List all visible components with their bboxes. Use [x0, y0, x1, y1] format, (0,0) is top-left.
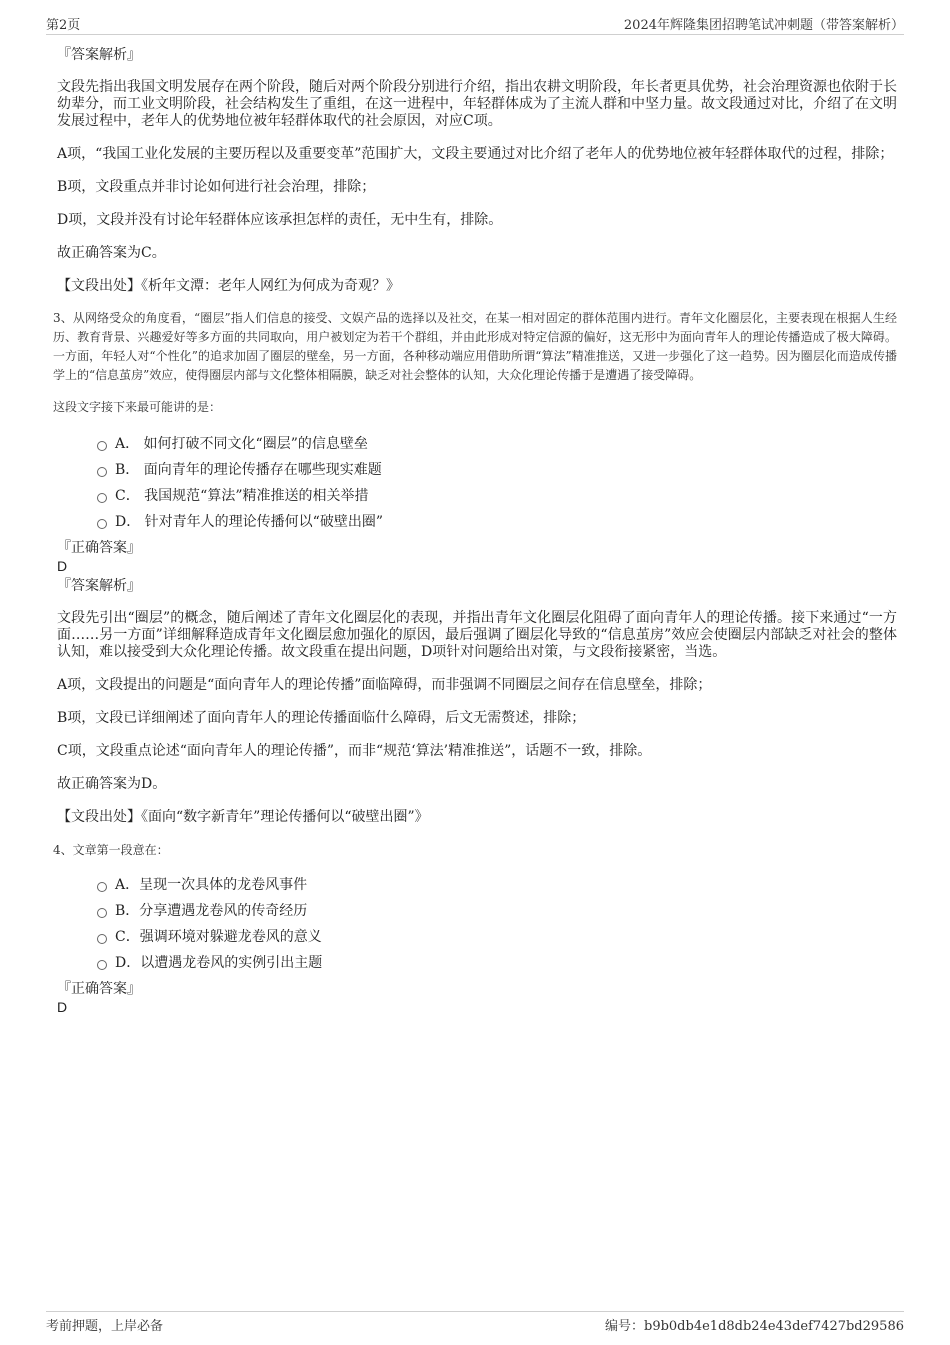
radio-icon[interactable] [97, 467, 107, 477]
radio-icon[interactable] [97, 441, 107, 451]
q3-option-a-analysis: A项，文段提出的问题是“面向青年人的理论传播”面临障碍，而非强调不同圈层之间存在信息壁垒，排除； [57, 677, 712, 693]
q4-answer-label: 『正确答案』 [57, 981, 141, 997]
q3-option-a[interactable] [57, 433, 897, 459]
footer-slogan: 考前押题，上岸必备 [46, 1319, 164, 1334]
radio-icon[interactable] [97, 960, 107, 970]
q2-analysis-text: 文段先指出我国文明发展存在两个阶段，随后对两个阶段分别进行介绍，指出农耕文明阶段，年长者更具优势，社会治理资源也依附于长幼辈分，而工业文明阶段，社会结构发生了重组，在这一进程中，年轻群体成为了主流人群和中坚力量。故文段通过对比，介绍了在文明发展过程中，老年人的优势地位被年轻群体取代的社会原因，对应C项。 [57, 79, 897, 129]
q4-option-d[interactable] [57, 952, 897, 978]
q3-option-d[interactable] [57, 511, 897, 537]
q3-answer: D [57, 558, 68, 574]
q4-option-a[interactable] [57, 874, 897, 900]
q2-analysis-label: 『答案解析』 [57, 47, 141, 63]
q3-option-b-analysis: B项，文段已详细阐述了面向青年人的理论传播面临什么障碍，后文无需赘述，排除； [57, 710, 586, 726]
radio-icon[interactable] [97, 882, 107, 892]
q4-stem: 4、文章第一段意在： [53, 843, 169, 857]
q4-option-d-label: D．以遭遇龙卷风的实例引出主题 [115, 955, 323, 971]
q4-option-b[interactable] [57, 900, 897, 926]
q2-conclusion: 故正确答案为C。 [57, 245, 166, 261]
page-number: 第2页 [46, 18, 81, 33]
q4-answer: D [57, 999, 68, 1015]
q3-answer-label: 『正确答案』 [57, 540, 141, 556]
q3-option-d-label: D． 针对青年人的理论传播何以“破壁出圈” [115, 514, 383, 530]
q3-option-a-label: A． 如何打破不同文化“圈层”的信息壁垒 [115, 436, 368, 452]
document-body [53, 46, 897, 1016]
page-header [46, 14, 904, 35]
q4-option-c-label: C．强调环境对躲避龙卷风的意义 [115, 929, 322, 945]
q3-analysis-text: 文段先引出“圈层”的概念，随后阐述了青年文化圈层化的表现，并指出青年文化圈层化阻碍了面向青年人的理论传播。接下来通过“一方面……另一方面”详细解释造成青年文化圈层愈加强化的原因，最后强调了圈层化导致的“信息茧房”效应会使圈层内部缺乏对社会的整体认知，难以接受到大众化理论传播。故文段重在提出问题，D项针对问题给出对策，与文段衔接紧密，当选。 [57, 610, 897, 660]
q4-options [57, 874, 897, 978]
q4-option-a-label: A．呈现一次具体的龙卷风事件 [115, 877, 308, 893]
q2-option-d-analysis: D项，文段并没有讨论年轻群体应该承担怎样的责任，无中生有，排除。 [57, 212, 503, 228]
q3-option-b[interactable] [57, 459, 897, 485]
q3-prompt: 这段文字接下来最可能讲的是： [53, 400, 222, 414]
q3-option-c-label: C． 我国规范“算法”精准推送的相关举措 [115, 488, 369, 504]
q4-option-b-label: B．分享遭遇龙卷风的传奇经历 [115, 903, 308, 919]
radio-icon[interactable] [97, 493, 107, 503]
radio-icon[interactable] [97, 519, 107, 529]
q3-option-b-label: B． 面向青年的理论传播存在哪些现实难题 [115, 462, 382, 478]
q3-source: 【文段出处】《面向“数字新青年”理论传播何以“破壁出圈”》 [57, 809, 429, 825]
q3-conclusion: 故正确答案为D。 [57, 776, 167, 792]
page-footer [46, 1311, 904, 1332]
q3-analysis-label: 『答案解析』 [57, 578, 141, 594]
q4-option-c[interactable] [57, 926, 897, 952]
q2-source: 【文段出处】《析年文潭：老年人网红为何成为奇观？》 [57, 278, 400, 294]
radio-icon[interactable] [97, 908, 107, 918]
q3-options [57, 433, 897, 537]
q3-option-c[interactable] [57, 485, 897, 511]
document-title: 2024年辉隆集团招聘笔试冲刺题（带答案解析） [623, 18, 904, 33]
q3-stem: 3、从网络受众的角度看，“圈层”指人们信息的接受、文娱产品的选择以及社交，在某一相对固定的群体范围内进行。青年文化圈层化，主要表现在根据人生经历、教育背景、兴趣爱好等多方面的共同取向，用户被划定为若干个群组，并由此形成对特定信源的偏好，这无形中为面向青年人的理论传播造成了极大障碍。一方面，年轻人对“个性化”的追求加固了圈层的壁垒，另一方面，各种移动端应用借助所谓“算法”精准推送，又进一步强化了这一趋势。因为圈层化而造成传播学上的“信息茧房”效应，使得圈层内部与文化整体相隔膜，缺乏对社会整体的认知，大众化理论传播于是遭遇了接受障碍。 [53, 311, 897, 382]
q2-option-b-analysis: B项，文段重点并非讨论如何进行社会治理，排除； [57, 179, 376, 195]
q2-option-a-analysis: A项，“我国工业化发展的主要历程以及重要变革”范围扩大，文段主要通过对比介绍了老年人的优势地位被年轻群体取代的过程，排除； [57, 146, 894, 162]
footer-code: 编号：b9b0db4e1d8db24e43def7427bd29586 [605, 1319, 904, 1334]
radio-icon[interactable] [97, 934, 107, 944]
q3-option-c-analysis: C项，文段重点论述“面向青年人的理论传播”，而非“规范‘算法’精准推送”，话题不一致，排除。 [57, 743, 652, 759]
